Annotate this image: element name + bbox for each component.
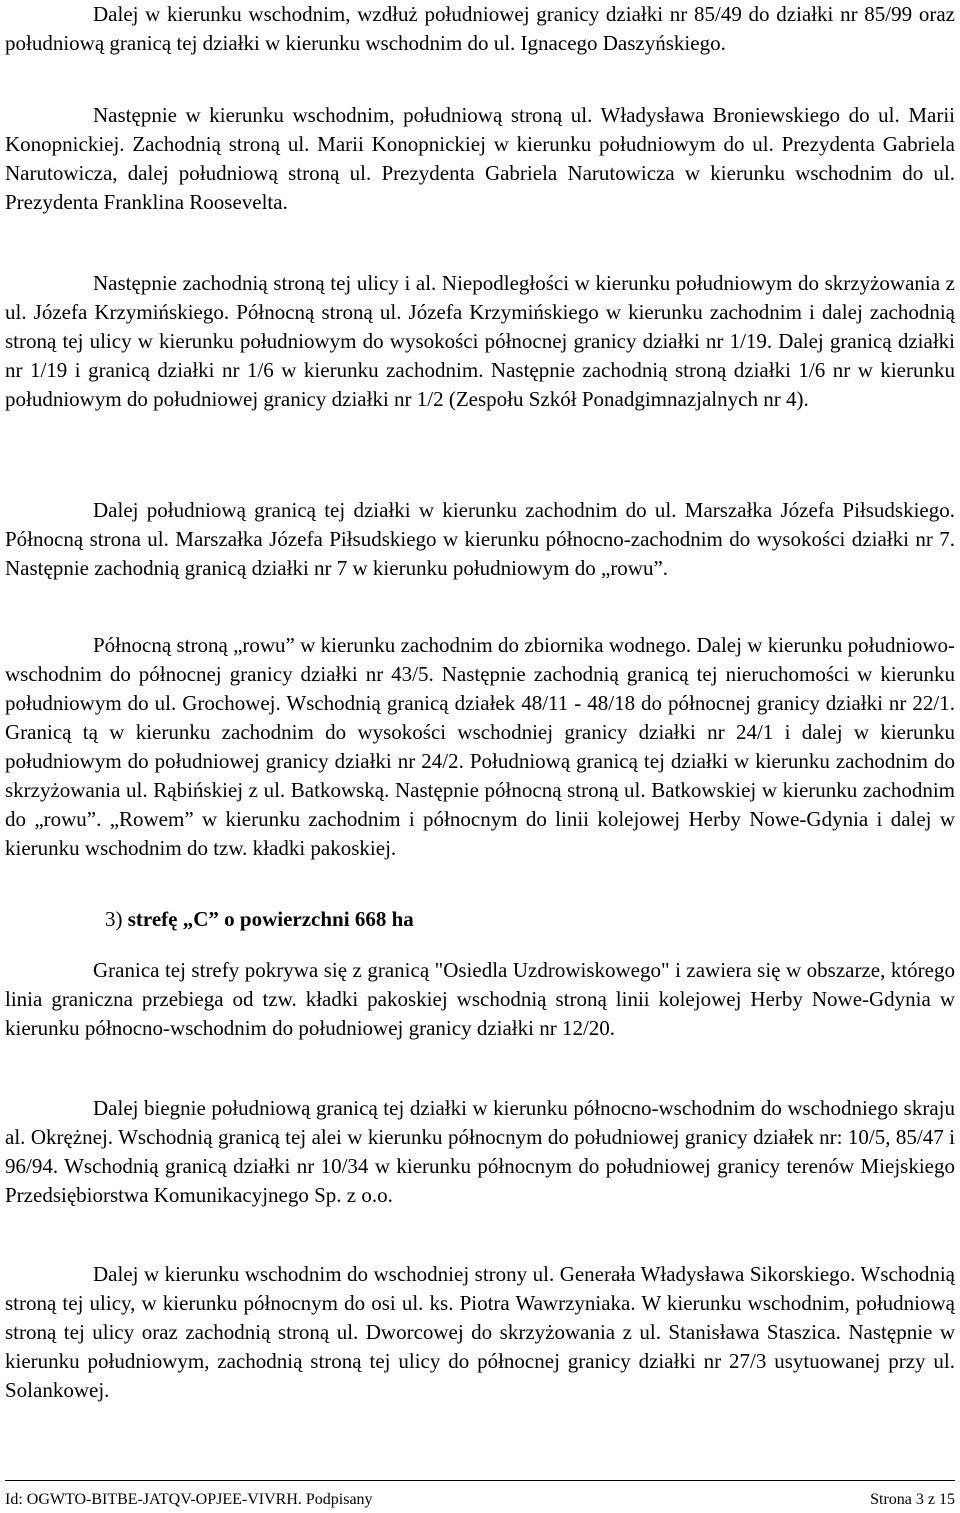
page-number: Strona 3 z 15 bbox=[870, 1491, 955, 1508]
paragraph-4: Dalej południową granicą tej działki w kierunku zachodnim do ul. Marszałka Józefa Piłsudskiego. Północną strona ul. Marszałka Józefa Piłsudskiego w kierunku północno-zachodnim do wysokości działki nr 7. Następnie zachodnią granicą działki nr 7 w kierunku południowym do „rowu”. bbox=[5, 498, 955, 580]
paragraph-5: Północną stroną „rowu” w kierunku zachodnim do zbiornika wodnego. Dalej w kierunku południowo-wschodnim do północnej granicy działki nr 43/5. Następnie zachodnią granicą tej nieruchomości w kierunku południowym do ul. Grochowej. Wschodnią granicą działek 48/11 - 48/18 do północnej granicy działki nr 22/1. Granicą tą w kierunku zachodnim do wysokości wschodniej granicy działki nr 24/1 i dalej w kierunku południowym do południowej granicy działki nr 24/2. Południową granicą tej działki w kierunku zachodnim do skrzyżowania ul. Rąbińskiej z ul. Batkowską. Następnie północną stroną ul. Batkowskiej w kierunku zachodnim do „rowu”. „Rowem” w kierunku zachodnim i północnym do linii kolejowej Herby Nowe-Gdynia i dalej w kierunku wschodnim do tzw. kładki pakoskiej. bbox=[5, 633, 955, 860]
paragraph-1: Dalej w kierunku wschodnim, wzdłuż południowej granicy działki nr 85/49 do działki nr 85/99 oraz południową granicą tej działki w kierunku wschodnim do ul. Ignacego Daszyńskiego. bbox=[5, 2, 955, 55]
paragraph-7: Dalej biegnie południową granicą tej działki w kierunku północno-wschodnim do wschodniego skraju al. Okrężnej. Wschodnią granicą tej alei w kierunku północnym do południowej granicy działek nr: 10/5, 85/47 i 96/94. Wschodnią granicą działki nr 10/34 w kierunku północnym do południowej granicy terenów Miejskiego Przedsiębiorstwa Komunikacyjnego Sp. z o.o. bbox=[5, 1096, 955, 1207]
section-title: strefę „C” o powierzchni 668 ha bbox=[127, 907, 414, 931]
paragraph-8: Dalej w kierunku wschodnim do wschodniej strony ul. Generała Władysława Sikorskiego. Wschodnią stroną tej ulicy, w kierunku północnym do osi ul. ks. Piotra Wawrzyniaka. W kierunku wschodnim, południową stroną tej ulicy oraz zachodnią stroną ul. Dworcowej do skrzyżowania z ul. Stanisława Staszica. Następnie w kierunku południowym, zachodnią stroną tej ulicy do północnej granicy działki nr 27/3 usytuowanej przy ul. Solankowej. bbox=[5, 1262, 955, 1402]
page-footer bbox=[5, 1490, 955, 1510]
paragraph-3: Następnie zachodnią stroną tej ulicy i al. Niepodległości w kierunku południowym do skrzyżowania z ul. Józefa Krzymińskiego. Północną stroną ul. Józefa Krzymińskiego w kierunku zachodnim i dalej zachodnią stroną tej ulicy w kierunku południowym do wysokości północnej granicy działki nr 1/19. Dalej granicą działki nr 1/19 i granicą działki nr 1/6 w kierunku zachodnim. Następnie zachodnią stroną działki 1/6 nr w kierunku południowym do południowej granicy działki nr 1/2 (Zespołu Szkół Ponadgimnazjalnych nr 4). bbox=[5, 271, 955, 411]
footer-divider bbox=[5, 1480, 955, 1481]
section-number: 3) bbox=[105, 907, 123, 931]
section-heading bbox=[105, 905, 414, 934]
document-id: Id: OGWTO-BITBE-JATQV-OPJEE-VIVRH. Podpisany bbox=[5, 1491, 373, 1508]
paragraph-2: Następnie w kierunku wschodnim, południową stroną ul. Władysława Broniewskiego do ul. Marii Konopnickiej. Zachodnią stroną ul. Marii Konopnickiej w kierunku południowym do ul. Prezydenta Gabriela Narutowicza, dalej południową stroną ul. Prezydenta Gabriela Narutowicza w kierunku wschodnim do ul. Prezydenta Franklina Roosevelta. bbox=[5, 103, 955, 214]
paragraph-6: Granica tej strefy pokrywa się z granicą "Osiedla Uzdrowiskowego" i zawiera się w obszarze, którego linia graniczna przebiega od tzw. kładki pakoskiej wschodnią stroną linii kolejowej Herby Nowe-Gdynia w kierunku północno-wschodnim do południowej granicy działki nr 12/20. bbox=[5, 958, 955, 1040]
